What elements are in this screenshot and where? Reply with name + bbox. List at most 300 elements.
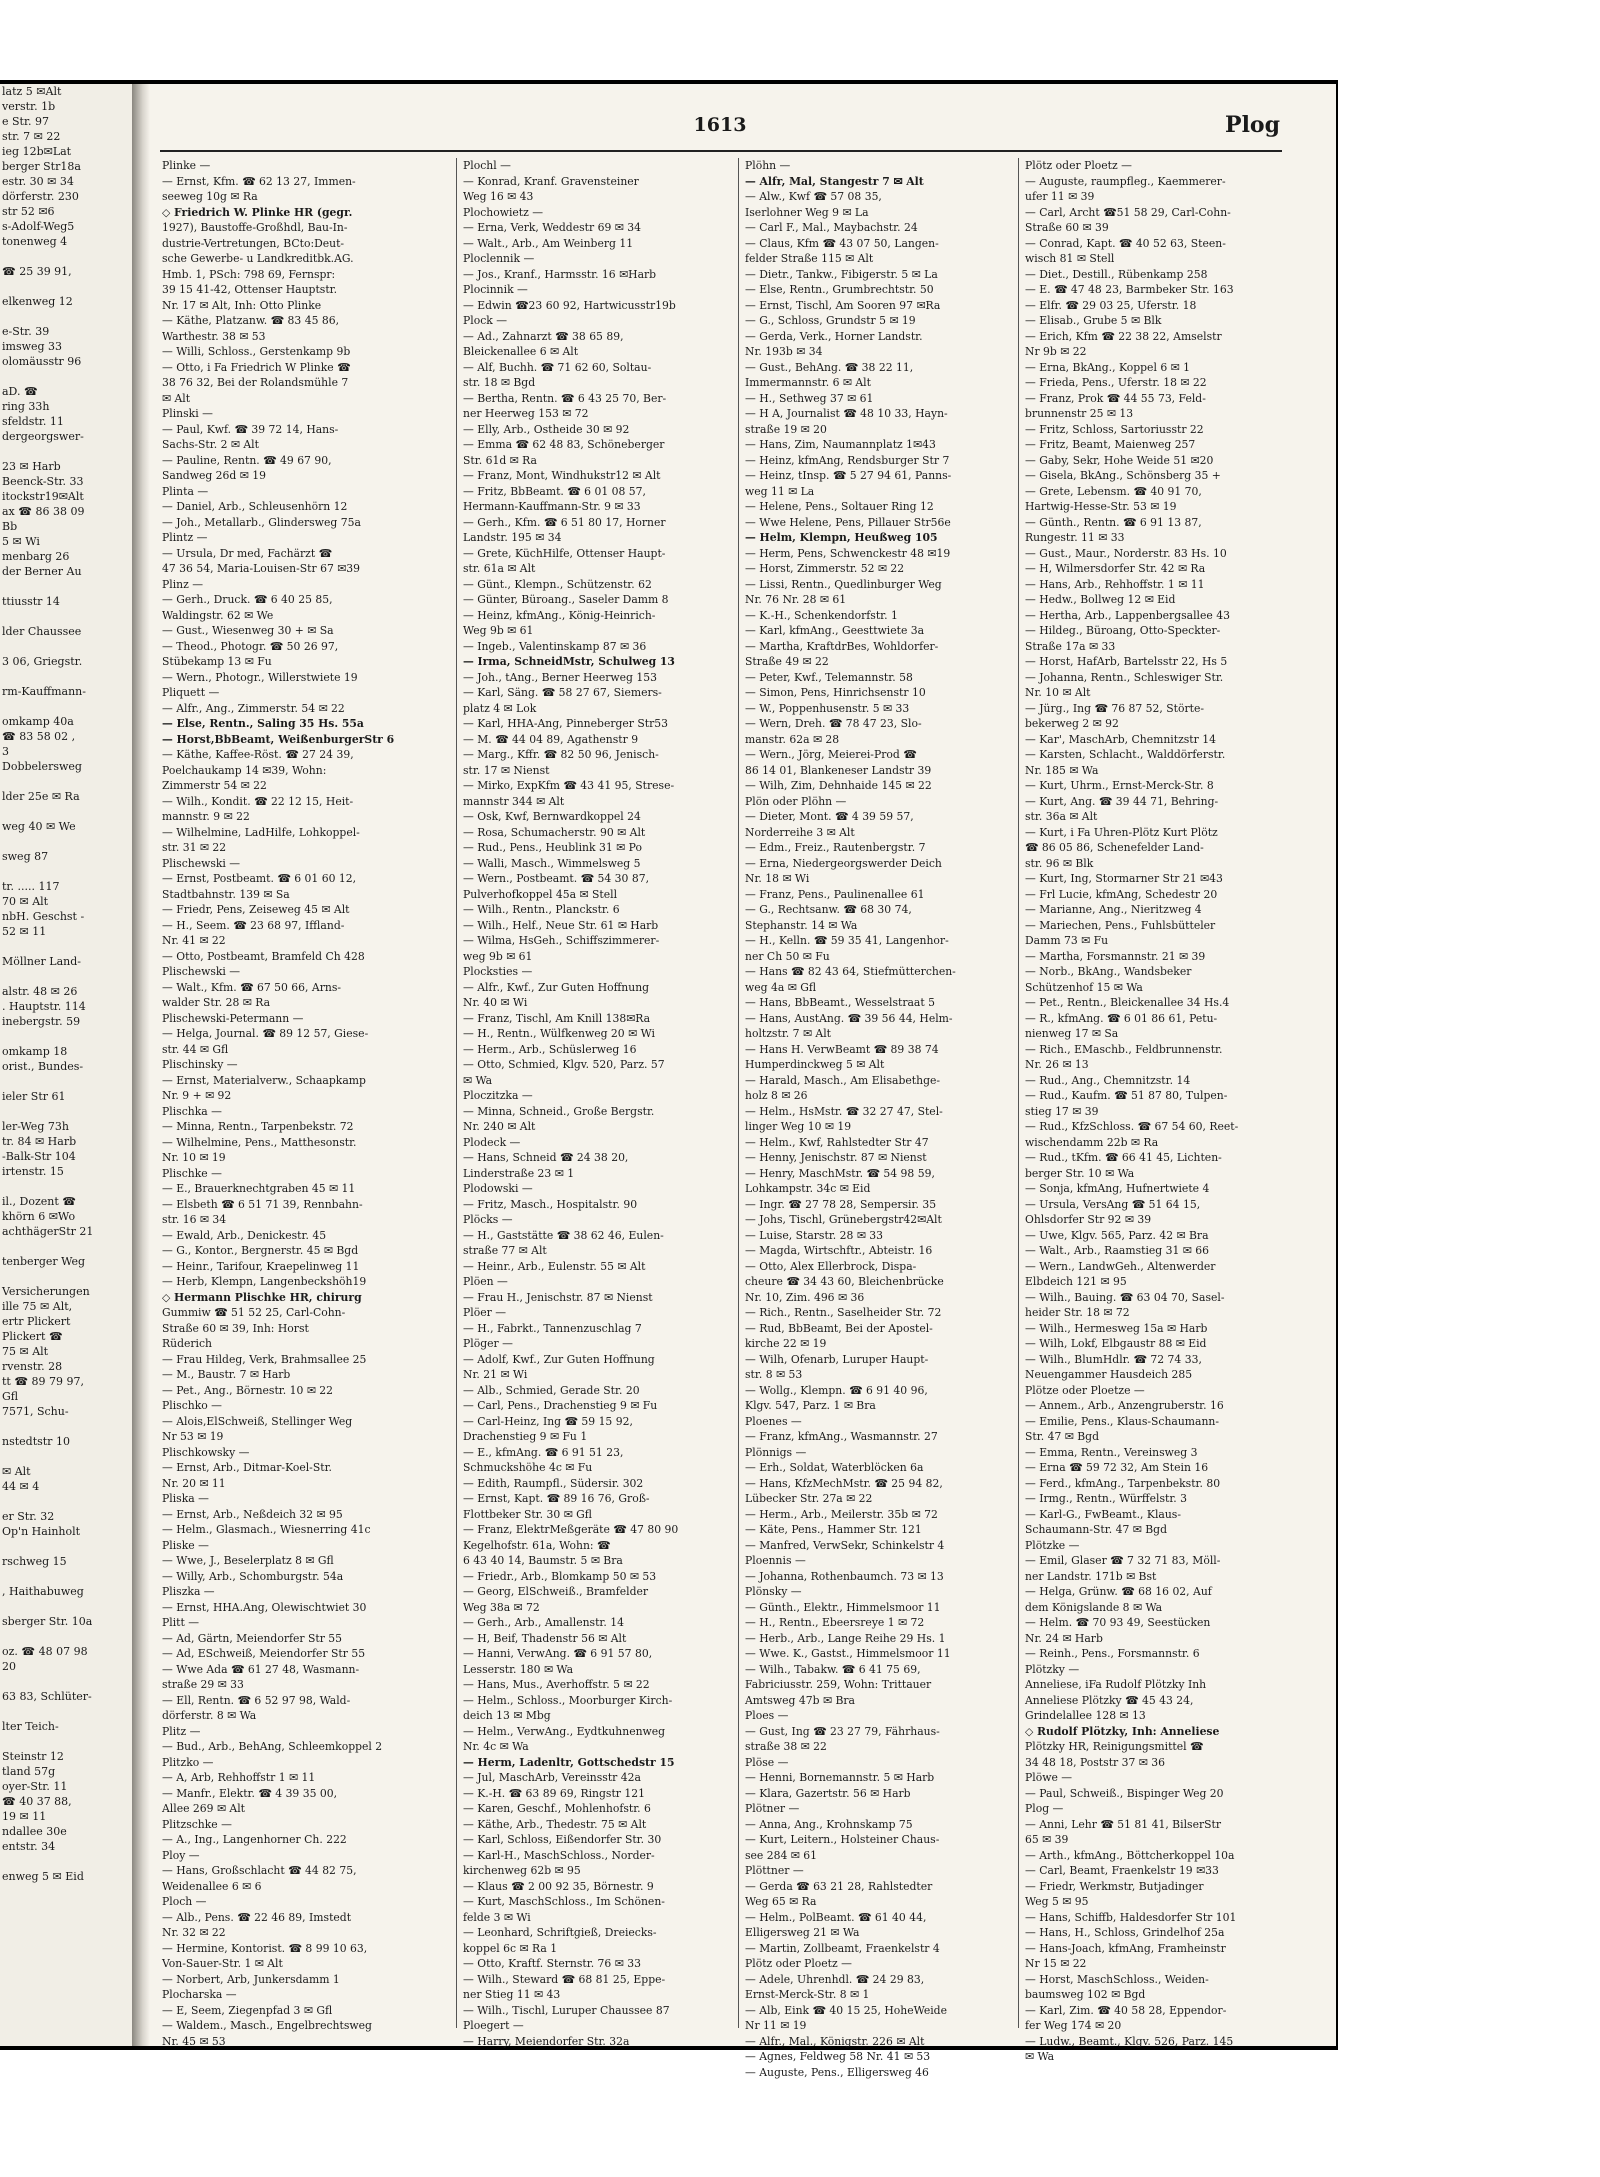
- directory-entry-line: — Kurt, Ing, Stormarner Str 21 ✉43: [1025, 872, 1223, 885]
- fragment-line: il., Dozent ☎: [2, 1195, 76, 1208]
- header-rule: [160, 150, 1282, 152]
- directory-entry-line: — Gust, Ing ☎ 23 27 79, Fährhaus-: [745, 1724, 940, 1738]
- directory-entry-line: — Fritz, Beamt, Maienweg 257: [1025, 438, 1196, 451]
- fragment-line: [0, 1539, 132, 1554]
- directory-entry-line: ✉ Wa: [463, 1073, 493, 1087]
- fragment-line: [0, 249, 132, 264]
- fragment-line: achthägerStr 21: [2, 1225, 94, 1238]
- directory-entry-line: — Kar', MaschArb, Chemnitzstr 14: [1025, 732, 1216, 746]
- fragment-line: lter Teich-: [2, 1720, 59, 1733]
- directory-entry-line: — Wilhelmine, LadHilfe, Lohkoppel-: [162, 825, 360, 839]
- directory-entry-line: — H, Beif, Thadenstr 56 ✉ Alt: [463, 1631, 627, 1645]
- directory-entry-line: — Marianne, Ang., Nieritzweg 4: [1025, 903, 1202, 916]
- directory-entry-line: — Hans-Joach, kfmAng, Framheinstr: [1025, 1941, 1226, 1955]
- directory-entry-line: platz 4 ✉ Lok: [463, 701, 537, 715]
- surname-heading: Plintz —: [162, 531, 208, 544]
- surname-heading: Plischewski —: [162, 965, 241, 978]
- directory-entry-line: — Ernst, Arb., Ditmar-Koel-Str.: [162, 1461, 332, 1474]
- directory-entry-line: — Walt., Arb., Am Weinberg 11: [463, 236, 634, 250]
- directory-entry-line: — Jos., Kranf., Harmsstr. 16 ✉Harb: [463, 267, 657, 281]
- fragment-line: ieler Str 61: [2, 1090, 66, 1103]
- directory-entry-line: Nr. 10, Zim. 496 ✉ 36: [745, 1290, 865, 1304]
- fragment-line: ille 75 ✉ Alt,: [2, 1300, 73, 1313]
- running-head: Plog: [1225, 112, 1280, 138]
- directory-entry-line: — Carl-Heinz, Ing ☎ 59 15 92,: [463, 1414, 633, 1428]
- directory-entry-line: Weidenallee 6 ✉ 6: [162, 1879, 262, 1893]
- surname-heading: Plischinsky —: [162, 1058, 238, 1071]
- surname-heading: Plinke —: [162, 159, 211, 172]
- directory-entry-line: — Walli, Masch., Wimmelsweg 5: [463, 856, 641, 870]
- directory-entry-line: — Günth., Rentn. ☎ 6 91 13 87,: [1025, 515, 1202, 529]
- fragment-line: latz 5 ✉Alt: [2, 85, 62, 98]
- directory-entry-line: — H., Fabrkt., Tannenzuschlag 7: [463, 1321, 642, 1335]
- surname-heading: Plöger —: [463, 1337, 513, 1350]
- directory-entry-line: — Wilh., Rentn., Planckstr. 6: [463, 903, 620, 916]
- directory-entry-line: Hmb. 1, PSch: 798 69, Fernspr:: [162, 267, 336, 281]
- directory-entry-line: Zimmerstr 54 ✉ 22: [162, 779, 267, 792]
- directory-entry-line: Stübekamp 13 ✉ Fu: [162, 655, 272, 668]
- directory-entry-line: — K.-H. ☎ 63 89 69, Ringstr 121: [463, 1786, 646, 1800]
- directory-entry-line: — Wilh., Steward ☎ 68 81 25, Eppe-: [463, 1972, 666, 1986]
- fragment-line: 3: [2, 745, 9, 758]
- surname-heading: Plischewski —: [162, 856, 241, 870]
- directory-entry-line: — Hans, H., Schloss, Grindelhof 25a: [1025, 1926, 1225, 1939]
- fragment-line: [0, 699, 132, 714]
- directory-entry-line: Hermann-Kauffmann-Str. 9 ✉ 33: [463, 500, 641, 513]
- surname-heading: Plocinnik —: [463, 283, 528, 296]
- directory-entry-line: — Käte, Pens., Hammer Str. 121: [745, 1523, 922, 1536]
- directory-entry-line: — Hans ☎ 82 43 64, Stiefmütterchen-: [745, 965, 956, 978]
- directory-entry-line: — Karl, HHA-Ang, Pinneberger Str53: [463, 717, 669, 730]
- directory-entry-line: — Bud., Arb., BehAng, Schleemkoppel 2: [162, 1740, 383, 1753]
- fragment-line: aD. ☎: [2, 385, 38, 398]
- directory-entry-line: — M. ☎ 44 04 89, Agathenstr 9: [463, 732, 639, 746]
- directory-entry-line: — Jürg., Ing ☎ 76 87 52, Störte-: [1025, 701, 1205, 715]
- directory-entry-line: — Rud., Kaufm. ☎ 51 87 80, Tulpen-: [1025, 1089, 1228, 1102]
- directory-entry-line: — Rud., KfzSchloss. ☎ 67 54 60, Reet-: [1025, 1120, 1239, 1133]
- directory-entry-line: — Luise, Starstr. 28 ✉ 33: [745, 1228, 884, 1242]
- directory-entry-line: — Frl Lucie, kfmAng, Schedestr 20: [1025, 887, 1218, 901]
- directory-entry-line: — Horst, MaschSchloss., Weiden-: [1025, 1972, 1209, 1986]
- surname-heading: Pliske —: [162, 1538, 209, 1552]
- directory-entry-line: — Wilma, HsGeh., Schiffszimmerer-: [463, 934, 660, 947]
- column-1: [162, 158, 427, 2048]
- directory-entry-line: — Helga, Journal. ☎ 89 12 57, Giese-: [162, 1027, 369, 1040]
- directory-entry-line: — Alb., Pens. ☎ 22 46 89, Imstedt: [162, 1910, 352, 1924]
- directory-entry-line: str. 18 ✉ Bgd: [463, 376, 536, 389]
- directory-entry-line: — Henni, Bornemannstr. 5 ✉ Harb: [745, 1771, 935, 1784]
- directory-entry-line: — Ernst, Tischl, Am Sooren 97 ✉Ra: [745, 298, 941, 312]
- directory-entry-line: — Conrad, Kapt. ☎ 40 52 63, Steen-: [1025, 236, 1226, 250]
- directory-entry-line: Ohlsdorfer Str 92 ✉ 39: [1025, 1213, 1152, 1226]
- directory-entry-line: — Friedr, Pens, Zeiseweg 45 ✉ Alt: [162, 903, 350, 916]
- directory-entry-line: Nr. 26 ✉ 13: [1025, 1058, 1089, 1071]
- directory-entry-line: — Ernst, Arb., Neßdeich 32 ✉ 95: [162, 1507, 343, 1521]
- surname-heading: Plodowski —: [463, 1182, 533, 1195]
- directory-entry-line: — H., Seem. ☎ 23 68 97, Iffland-: [162, 918, 345, 932]
- directory-entry-line: Straße 17a ✉ 33: [1025, 639, 1116, 653]
- directory-entry-line: — Wilh, Ofenarb, Luruper Haupt-: [745, 1352, 929, 1366]
- fragment-line: ring 33h: [2, 400, 50, 413]
- directory-entry-line: — Reinh., Pens., Forsmannstr. 6: [1025, 1647, 1200, 1660]
- directory-entry-line: Poelchaukamp 14 ✉39, Wohn:: [162, 763, 327, 777]
- directory-entry-line: — Auguste, Pens., Elligersweg 46: [745, 2065, 929, 2079]
- directory-entry-line: sche Gewerbe- u Landkreditbk.AG.: [162, 252, 354, 265]
- surname-heading: Plitzko —: [162, 1755, 214, 1769]
- surname-heading: Plischkowsky —: [162, 1445, 250, 1459]
- surname-heading: Plischko —: [162, 1399, 222, 1412]
- directory-entry-line: — Ingr. ☎ 27 78 28, Sempersir. 35: [745, 1197, 937, 1211]
- directory-entry-line: — Klara, Gazertstr. 56 ✉ Harb: [745, 1786, 911, 1800]
- surname-heading: Ploennis —: [745, 1554, 806, 1567]
- directory-entry-line: — Rud., Ang., Chemnitzstr. 14: [1025, 1073, 1191, 1087]
- directory-entry-line: — A., Ing., Langenhorner Ch. 222: [162, 1833, 347, 1846]
- directory-entry-line: — Gerh., Druck. ☎ 6 40 25 85,: [162, 593, 333, 606]
- directory-entry-line: Lübecker Str. 27a ✉ 22: [745, 1492, 873, 1505]
- directory-entry-line: str. 31 ✉ 22: [162, 841, 227, 854]
- directory-entry-line: — Waldem., Masch., Engelbrechtsweg: [162, 2019, 372, 2032]
- directory-entry-line: — Gerda, Verk., Horner Landstr.: [745, 329, 923, 343]
- directory-entry-line: brunnenstr 25 ✉ 13: [1025, 407, 1134, 420]
- directory-entry-line: — Auguste, raumpfleg., Kaemmerer-: [1025, 174, 1226, 188]
- directory-entry-line: — Alb, Eink ☎ 40 15 25, HoheWeide: [745, 2003, 947, 2017]
- surname-heading: Plitt —: [162, 1616, 200, 1629]
- surname-heading: Plöse —: [745, 1755, 789, 1769]
- directory-entry-line: — Helene, Pens., Soltauer Ring 12: [745, 500, 934, 513]
- directory-entry-line: — Alois,ElSchweiß, Stellinger Weg: [162, 1414, 353, 1428]
- fragment-line: . Hauptstr. 114: [2, 1000, 86, 1013]
- directory-entry-line: nienweg 17 ✉ Sa: [1025, 1027, 1119, 1040]
- fragment-line: berger Str18a: [2, 160, 81, 173]
- directory-entry-line: — Käthe, Arb., Thedestr. 75 ✉ Alt: [463, 1817, 647, 1831]
- directory-entry-line: — Wwe, J., Beselerplatz 8 ✉ Gfl: [162, 1554, 334, 1567]
- directory-entry-line: — Jul, MaschArb, Vereinsstr 42a: [463, 1771, 641, 1784]
- directory-entry-line: — Franz, ElektrMeßgeräte ☎ 47 80 90: [463, 1523, 679, 1536]
- directory-entry-line: — Konrad, Kranf. Gravensteiner: [463, 174, 639, 188]
- directory-entry-line: — Friedr., Arb., Blomkamp 50 ✉ 53: [463, 1569, 657, 1583]
- fragment-line: ertr Plickert: [2, 1315, 71, 1328]
- fragment-line: sfeldstr. 11: [2, 415, 64, 428]
- directory-entry-line: — Kurt, Ang. ☎ 39 44 71, Behring-: [1025, 794, 1219, 808]
- directory-entry-line: Weg 65 ✉ Ra: [745, 1895, 817, 1908]
- directory-entry-line: — Elly, Arb., Ostheide 30 ✉ 92: [463, 422, 630, 436]
- fragment-line: 75 ✉ Alt: [2, 1345, 49, 1358]
- directory-entry-line: Nr. 40 ✉ Wi: [463, 996, 528, 1009]
- directory-entry-line: Elbdeich 121 ✉ 95: [1025, 1275, 1127, 1288]
- directory-entry-line: ◇ Rudolf Plötzky, Inh: Anneliese: [1025, 1724, 1220, 1738]
- directory-entry-line: — Lissi, Rentn., Quedlinburger Weg: [745, 577, 942, 591]
- surname-heading: Plischke —: [162, 1166, 222, 1180]
- directory-entry-line: — H., Sethweg 37 ✉ 61: [745, 391, 874, 405]
- fragment-line: ttiusstr 14: [2, 595, 60, 608]
- directory-entry-line: — Heinz, kfmAng, Rendsburger Str 7: [745, 453, 950, 467]
- fragment-line: 7571, Schu-: [2, 1405, 69, 1418]
- directory-entry-line: linger Weg 10 ✉ 19: [745, 1120, 852, 1133]
- directory-entry-line: Plötzky HR, Reinigungsmittel ☎: [1025, 1740, 1204, 1753]
- directory-entry-line: — Johs, Tischl, Grünebergstr42✉Alt: [745, 1213, 942, 1226]
- directory-entry-line: — Wilh., Tabakw. ☎ 6 41 75 69,: [745, 1662, 921, 1676]
- directory-entry-line: — Rich., Rentn., Saselheider Str. 72: [745, 1306, 942, 1319]
- directory-entry-line: Klgv. 547, Parz. 1 ✉ Bra: [745, 1399, 876, 1412]
- fragment-line: ☎ 40 37 88,: [2, 1795, 72, 1808]
- directory-entry-line: — Fritz, Schloss, Sartoriusstr 22: [1025, 422, 1204, 436]
- directory-entry-line: holtzstr. 7 ✉ Alt: [745, 1027, 832, 1040]
- directory-entry-line: Weg 9b ✉ 61: [463, 624, 534, 637]
- surname-heading: Plinta —: [162, 484, 209, 498]
- directory-entry-line: 6 43 40 14, Baumstr. 5 ✉ Bra: [463, 1554, 623, 1567]
- directory-entry-line: manstr. 62a ✉ 28: [745, 732, 840, 746]
- directory-entry-line: — M., Baustr. 7 ✉ Harb: [162, 1368, 291, 1381]
- directory-entry-line: — E. ☎ 47 48 23, Barmbeker Str. 163: [1025, 283, 1234, 296]
- directory-entry-line: — Helm., Glasmach., Wiesnerring 41c: [162, 1523, 371, 1536]
- directory-entry-line: — Elsbeth ☎ 6 51 71 39, Rennbahn-: [162, 1197, 363, 1211]
- directory-entry-line: — Elisab., Grube 5 ✉ Blk: [1025, 314, 1162, 327]
- directory-entry-line: — Harry, Meiendorfer Str. 32a: [463, 2034, 630, 2048]
- directory-entry-line: — H., Kelln. ☎ 59 35 41, Langenhor-: [745, 934, 949, 947]
- directory-entry-line: — Agnes, Feldweg 58 Nr. 41 ✉ 53: [745, 2050, 931, 2063]
- directory-entry-line: — W., Poppenhusenstr. 5 ✉ 33: [745, 701, 910, 715]
- directory-entry-line: — Erna ☎ 59 72 32, Am Stein 16: [1025, 1461, 1209, 1474]
- directory-entry-line: — Peter, Kwf., Telemannstr. 58: [745, 670, 913, 684]
- directory-entry-line: — Helm, Klempn, Heußweg 105: [745, 531, 938, 544]
- surname-heading: Ploy —: [162, 1848, 200, 1862]
- directory-entry-line: — Wollg., Klempn. ☎ 6 91 40 96,: [745, 1383, 928, 1397]
- fragment-line: lder 25e ✉ Ra: [2, 790, 80, 803]
- column-4: [1025, 158, 1290, 2063]
- fragment-line: [0, 639, 132, 654]
- directory-entry-line: — Henry, MaschMstr. ☎ 54 98 59,: [745, 1166, 935, 1180]
- directory-entry-line: kirche 22 ✉ 19: [745, 1337, 827, 1350]
- surname-heading: Pliszka —: [162, 1585, 215, 1598]
- directory-entry-line: — H., Rentn., Wülfkenweg 20 ✉ Wi: [463, 1027, 655, 1040]
- directory-entry-line: — Edm., Freiz., Rautenbergstr. 7: [745, 841, 926, 854]
- directory-entry-line: — Wilh., Bauing. ☎ 63 04 70, Sasel-: [1025, 1290, 1225, 1304]
- surname-heading: Plock —: [463, 314, 508, 327]
- surname-heading: Ploczitzka —: [463, 1089, 533, 1102]
- fragment-line: er Str. 32: [2, 1510, 55, 1523]
- fragment-line: [0, 579, 132, 594]
- directory-entry-line: Gummiw ☎ 51 52 25, Carl-Cohn-: [162, 1306, 346, 1319]
- directory-entry-line: str. 17 ✉ Nienst: [463, 763, 550, 777]
- directory-entry-line: — Otto, Postbeamt, Bramfeld Ch 428: [162, 949, 365, 963]
- fragment-line: [0, 1674, 132, 1689]
- directory-entry-line: — Wern., Postbeamt. ☎ 54 30 87,: [463, 872, 650, 885]
- directory-entry-line: — Helm., VerwAng., Eydtkuhnenweg: [463, 1724, 666, 1738]
- directory-entry-line: — Wilh., Hermesweg 15a ✉ Harb: [1025, 1321, 1208, 1335]
- directory-entry-line: Schützenhof 15 ✉ Wa: [1025, 980, 1143, 994]
- directory-entry-line: — Wwe Ada ☎ 61 27 48, Wasmann-: [162, 1662, 360, 1676]
- directory-entry-line: Straße 49 ✉ 22: [745, 655, 829, 668]
- directory-entry-line: — Rud., Pens., Heublink 31 ✉ Po: [463, 841, 642, 854]
- fragment-line: [0, 864, 132, 879]
- directory-entry-line: — Otto, Schmied, Klgv. 520, Parz. 57: [463, 1058, 665, 1071]
- directory-entry-line: seeweg 10g ✉ Ra: [162, 190, 258, 203]
- column-3: [745, 158, 1010, 2079]
- directory-entry-line: — Carl, Pens., Drachenstieg 9 ✉ Fu: [463, 1399, 658, 1412]
- directory-entry-line: Nr. 10 ✉ Alt: [1025, 686, 1091, 699]
- directory-entry-line: — H., Rentn., Ebeersreye 1 ✉ 72: [745, 1616, 925, 1629]
- fragment-line: [0, 939, 132, 954]
- directory-entry-line: — Günt., Klempn., Schützenstr. 62: [463, 577, 652, 591]
- surname-heading: Plötze oder Ploetze —: [1025, 1383, 1145, 1397]
- directory-entry-line: Allee 269 ✉ Alt: [162, 1802, 246, 1815]
- directory-entry-line: — Arth., kfmAng., Böttcherkoppel 10a: [1025, 1848, 1235, 1862]
- surname-heading: Plog —: [1025, 1802, 1064, 1815]
- surname-heading: Plöttner —: [745, 1864, 804, 1877]
- directory-entry-line: — Emil, Glaser ☎ 7 32 71 83, Möll-: [1025, 1554, 1221, 1567]
- directory-entry-line: — Hertha, Arb., Lappenbergsallee 43: [1025, 608, 1230, 622]
- directory-entry-line: Stephanstr. 14 ✉ Wa: [745, 918, 858, 932]
- directory-entry-line: — Ell, Rentn. ☎ 6 52 97 98, Wald-: [162, 1693, 351, 1707]
- directory-entry-line: — Günter, Büroang., Saseler Damm 8: [463, 593, 669, 606]
- surname-heading: Plitzschke —: [162, 1817, 232, 1831]
- directory-entry-line: — Magda, Wirtschftr., Abteistr. 16: [745, 1244, 933, 1257]
- directory-entry-line: — G., Schloss, Grundstr 5 ✉ 19: [745, 314, 916, 327]
- surname-heading: Plötzky —: [1025, 1662, 1080, 1676]
- directory-entry-line: — Otto, Kraftf. Sternstr. 76 ✉ 33: [463, 1957, 641, 1970]
- directory-entry-line: — Joh., tAng., Berner Heerweg 153: [463, 670, 657, 684]
- fragment-line: Plickert ☎: [2, 1330, 63, 1343]
- directory-entry-line: — Ernst, Kfm. ☎ 62 13 27, Immen-: [162, 174, 356, 188]
- directory-entry-line: — Alf, Buchh. ☎ 71 62 60, Soltau-: [463, 360, 652, 374]
- directory-entry-line: — Otto, Alex Ellerbrock, Dispa-: [745, 1259, 917, 1273]
- directory-entry-line: — Ursula, VersAng ☎ 51 64 15,: [1025, 1197, 1201, 1211]
- fragment-line: enweg 5 ✉ Eid: [2, 1870, 84, 1883]
- directory-entry-line: — Leonhard, Schriftgieß, Dreiecks-: [463, 1926, 657, 1939]
- surname-heading: Ploclennik —: [463, 252, 535, 265]
- directory-entry-line: — Joh., Metallarb., Glindersweg 75a: [162, 515, 361, 529]
- directory-entry-line: — Karsten, Schlacht., Walddörferstr.: [1025, 748, 1226, 761]
- directory-entry-line: — Kurt, Leitern., Holsteiner Chaus-: [745, 1833, 940, 1846]
- directory-entry-line: — Grete, Lebensm. ☎ 40 91 70,: [1025, 484, 1202, 498]
- directory-entry-line: — Herm, Pens, Schwenckestr 48 ✉19: [745, 546, 951, 560]
- directory-entry-line: — Wern., LandwGeh., Altenwerder: [1025, 1259, 1216, 1273]
- fragment-line: orist., Bundes-: [2, 1060, 84, 1073]
- directory-entry-line: — Herb, Klempn, Langenbeckshöh19: [162, 1275, 367, 1288]
- directory-entry-line: weg 9b ✉ 61: [463, 949, 533, 963]
- fragment-line: Bb: [2, 520, 18, 533]
- directory-entry-line: — Dietr., Tankw., Fibigerstr. 5 ✉ La: [745, 267, 938, 281]
- directory-entry-line: — Käthe, Kaffee-Röst. ☎ 27 24 39,: [162, 748, 354, 761]
- directory-entry-line: Warthestr. 38 ✉ 53: [162, 329, 266, 343]
- directory-entry-line: — Wilh., BlumHdlr. ☎ 72 74 33,: [1025, 1352, 1202, 1366]
- fragment-line: [0, 1494, 132, 1509]
- directory-entry-line: — Walt., Kfm. ☎ 67 50 66, Arns-: [162, 980, 342, 994]
- fragment-line: tr. ..... 117: [2, 880, 60, 893]
- directory-entry-line: Sandweg 26d ✉ 19: [162, 469, 266, 482]
- directory-entry-line: — Annem., Arb., Anzengruberstr. 16: [1025, 1399, 1224, 1412]
- directory-entry-line: — Wilh., Kondit. ☎ 22 12 15, Heit-: [162, 794, 354, 808]
- directory-entry-line: — Hanni, VerwAng. ☎ 6 91 57 80,: [463, 1647, 653, 1660]
- directory-entry-line: Nr. 18 ✉ Wi: [745, 872, 810, 885]
- directory-entry-line: — H., Gaststätte ☎ 38 62 46, Eulen-: [463, 1228, 664, 1242]
- directory-entry-line: — Hans, Zim, Naumannplatz 1✉43: [745, 438, 936, 451]
- directory-entry-line: Kegelhofstr. 61a, Wohn: ☎: [463, 1538, 611, 1552]
- directory-entry-line: — Willi, Schloss., Gerstenkamp 9b: [162, 345, 351, 358]
- directory-entry-line: — Rich., EMaschb., Feldbrunnenstr.: [1025, 1042, 1223, 1056]
- surname-heading: Plönsky —: [745, 1585, 802, 1598]
- fragment-line: itockstr19✉Alt: [2, 490, 84, 503]
- directory-entry-line: — R., kfmAng. ☎ 6 01 86 61, Petu-: [1025, 1011, 1218, 1025]
- directory-entry-line: — Simon, Pens, Hinrichsenstr 10: [745, 686, 926, 699]
- directory-entry-line: — Emma ☎ 62 48 83, Schöneberger: [463, 438, 665, 451]
- directory-entry-line: Nr 11 ✉ 19: [745, 2019, 807, 2032]
- directory-entry-line: — Herm, Ladenltr, Gottschedstr 15: [463, 1755, 675, 1769]
- directory-entry-line: — Hans, AustAng. ☎ 39 56 44, Helm-: [745, 1011, 953, 1025]
- fragment-line: [0, 1074, 132, 1089]
- fragment-line: 20: [2, 1660, 16, 1673]
- directory-entry-line: deich 13 ✉ Mbg: [463, 1709, 551, 1722]
- fragment-line: e Str. 97: [2, 115, 50, 128]
- directory-entry-line: — Franz, Prok ☎ 44 55 73, Feld-: [1025, 391, 1206, 405]
- directory-entry-line: Grindelallee 128 ✉ 13: [1025, 1709, 1146, 1722]
- directory-entry-line: berger Str. 10 ✉ Wa: [1025, 1166, 1135, 1180]
- directory-entry-line: Anneliese Plötzky ☎ 45 43 24,: [1025, 1693, 1194, 1707]
- directory-entry-line: see 284 ✉ 61: [745, 1848, 818, 1862]
- directory-entry-line: — Karl, Säng. ☎ 58 27 67, Siemers-: [463, 686, 662, 699]
- directory-entry-line: — Ursula, Dr med, Fachärzt ☎: [162, 546, 333, 560]
- directory-entry-line: — Helm., Schloss., Moorburger Kirch-: [463, 1693, 673, 1707]
- fragment-line: ax ☎ 86 38 09: [2, 505, 85, 518]
- directory-entry-line: wischendamm 22b ✉ Ra: [1025, 1135, 1159, 1149]
- directory-entry-line: — Franz, Tischl, Am Knill 138✉Ra: [463, 1011, 651, 1025]
- directory-entry-line: — Heinz, kfmAng., König-Heinrich-: [463, 608, 656, 622]
- page-number: 1613: [693, 114, 747, 136]
- directory-entry-line: — Hedw., Bollweg 12 ✉ Eid: [1025, 593, 1176, 606]
- fragment-line: [0, 1179, 132, 1194]
- surname-heading: Plötz oder Ploetz —: [1025, 159, 1132, 172]
- directory-entry-line: — Claus, Kfm ☎ 43 07 50, Langen-: [745, 236, 939, 250]
- fragment-line: 52 ✉ 11: [2, 925, 47, 938]
- surname-heading: Plöwe —: [1025, 1771, 1073, 1784]
- directory-entry-line: — Heinr., Arb., Eulenstr. 55 ✉ Alt: [463, 1259, 646, 1273]
- fragment-line: oyer-Str. 11: [2, 1780, 68, 1793]
- directory-entry-line: — Frau Hildeg, Verk, Brahmsallee 25: [162, 1352, 367, 1366]
- directory-entry-line: — Else, Rentn., Saling 35 Hs. 55a: [162, 717, 364, 730]
- surname-heading: Plötner —: [745, 1802, 800, 1815]
- directory-entry-line: — Irma, SchneidMstr, Schulweg 13: [463, 655, 675, 668]
- fragment-line: [0, 309, 132, 324]
- directory-entry-line: dem Königslande 8 ✉ Wa: [1025, 1600, 1163, 1614]
- fragment-line: oz. ☎ 48 07 98: [2, 1645, 88, 1658]
- directory-entry-line: ✉ Alt: [162, 391, 191, 405]
- directory-entry-line: Drachenstieg 9 ✉ Fu 1: [463, 1430, 588, 1443]
- directory-entry-line: ner Stieg 11 ✉ 43: [463, 1988, 561, 2001]
- directory-entry-line: — Erna, Verk, Weddestr 69 ✉ 34: [463, 221, 641, 234]
- directory-entry-line: Hartwig-Hesse-Str. 53 ✉ 19: [1025, 500, 1177, 513]
- fragment-line: 5 ✉ Wi: [2, 535, 40, 548]
- directory-entry-line: — Ingeb., Valentinskamp 87 ✉ 36: [463, 639, 647, 653]
- directory-entry-line: — Edith, Raumpfl., Südersir. 302: [463, 1476, 644, 1490]
- directory-entry-line: — Emma, Rentn., Vereinsweg 3: [1025, 1445, 1198, 1459]
- fragment-line: [0, 369, 132, 384]
- fragment-line: tt ☎ 89 79 97,: [2, 1375, 85, 1388]
- fragment-line: rm-Kauffmann-: [2, 685, 86, 698]
- directory-entry-line: — Diet., Destill., Rübenkamp 258: [1025, 267, 1208, 281]
- directory-entry-line: weg 4a ✉ Gfl: [745, 980, 817, 994]
- fragment-line: 3 06, Griegstr.: [2, 655, 83, 668]
- fragment-line: [0, 1419, 132, 1434]
- fragment-line: str 52 ✉6: [2, 205, 55, 218]
- directory-entry-line: — Wilh, Lokf, Elbgaustr 88 ✉ Eid: [1025, 1337, 1207, 1350]
- surname-heading: Plöhn —: [745, 159, 791, 172]
- fragment-line: nstedtstr 10: [2, 1435, 70, 1448]
- fragment-line: sweg 87: [2, 850, 49, 863]
- directory-entry-line: — Franz, kfmAng., Wasmannstr. 27: [745, 1430, 938, 1443]
- directory-entry-line: fer Weg 174 ✉ 20: [1025, 2019, 1122, 2032]
- fragment-line: khörn 6 ✉Wo: [2, 1210, 76, 1223]
- fragment-line: tr. 84 ✉ Harb: [2, 1135, 77, 1148]
